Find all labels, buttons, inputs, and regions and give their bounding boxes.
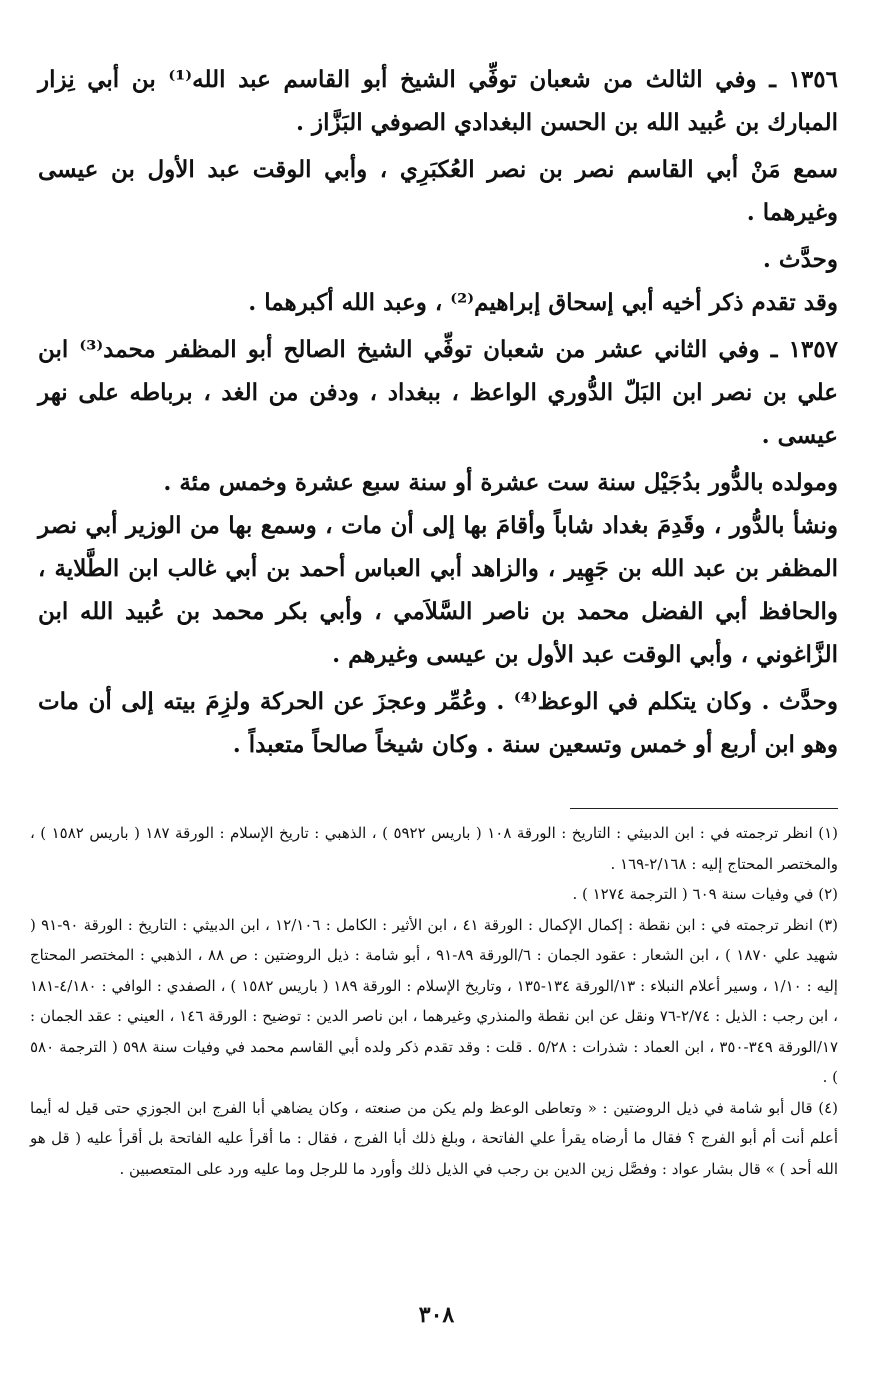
paragraph: وحدَّث . (762, 246, 838, 273)
footnote-2: (٢) في وفيات سنة ٦٠٩ ( الترجمة ١٢٧٤ ) . (572, 885, 838, 903)
paragraph: ومولده بالدُّور بدُجَيْل سنة ست عشرة أو سنة سبع عشرة وخمس مئة . (163, 469, 838, 496)
paragraph: سمع مَنْ أبي القاسم نصر بن نصر العُكبَرِي ، وأبي الوقت عبد الأول بن عيسى وغيرهما . (38, 156, 838, 226)
footnote-3: (٣) انظر ترجمته في : ابن نقطة : إكمال الإكمال : الورقة ٤١ ، ابن الأثير : الكامل : ١٢/١٠٦ ، ابن الدبيثي : التاريخ : الورقة ٩٠-٩١ ( شهيد علي ١٨٧٠ ) ، ابن الشعار : عقود الجمان : ٦/الورقة ٨٩-٩١ ، أبو شامة : ذيل الروضتين : ص ٨٨ ، الذهبي : المختصر المحتاج إليه : ١/١٠ ، وسير أعلام النبلاء : ١٣/الورقة ١٣٤-١٣٥ ، وتاريخ الإسلام : الورقة ١٨٩ ( باريس ١٥٨٢ ) ، الصفدي : الوافي : ٤/١٨٠-١٨١ ، ابن رجب : الذيل : ٢/٧٤-٧٦ ونقل عن ابن نقطة والمنذري وغيرهما ، ابن ناصر الدين : توضيح : الورقة ١٤٦ ، العيني : عقد الجمان : ١٧/الورقة ٣٤٩-٣٥٠ ، ابن العماد : شذرات : ٥/٢٨ . قلت : وقد تقدم ذكر ولده أبي القاسم محمد في وفيات سنة ٥٩٨ ( الترجمة ٥٨٠ ) . (30, 915, 839, 1086)
main-text (38, 58, 838, 766)
paragraph: وقد تقدم ذكر أخيه أبي إسحاق إبراهيم⁽²⁾ ، وعبد الله أكبرهما . (248, 289, 838, 316)
paragraph: ونشأ بالدُّور ، وقَدِمَ بغداد شاباً وأقامَ بها إلى أن مات ، وسمع بها من الوزير أبي نصر المظفر بن عبد الله بن جَهِير ، والزاهد أبي العباس أحمد بن أبي غالب ابن الطَّلاية ، والحافظ أبي الفضل محمد بن ناصر السَّلاَمي ، وأبي بكر محمد بن عُبيد الله ابن الزَّاغوني ، وأبي الوقت عبد الأول بن عيسى وغيرهم . (38, 512, 838, 668)
paragraph: وحدَّث . وكان يتكلم في الوعظ⁽⁴⁾ . وعُمِّر وعجزَ عن الحركة ولزِمَ بيته إلى أن مات وهو ابن أربع أو خمس وتسعين سنة . وكان شيخاً صالحاً متعبداً . (38, 688, 838, 758)
footnote-1: (١) انظر ترجمته في : ابن الدبيثي : التاريخ : الورقة ١٠٨ ( باريس ٥٩٢٢ ) ، الذهبي : تاريخ الإسلام : الورقة ١٨٧ ( باريس ١٥٨٢ ) ، والمختصر المحتاج إليه : ٢/١٦٨-١٦٩ . (30, 824, 838, 873)
footnote-4: (٤) قال أبو شامة في ذيل الروضتين : « وتعاطى الوعظ ولم يكن من صنعته ، وكان يضاهي أبا الفرج ابن الجوزي حتى قيل له أيما أعلم أنت أم أبو الفرج ؟ فقال ما أرضاه يقرأ علي الفاتحة ، وبلغ ذلك أبا الفرج ، فقال : ما أقرأ عليه الفاتحة بل أقرأ عليه ( قل هو الله أحد ) » قال بشار عواد : وفصَّل زين الدين بن رجب في الذيل ذلك وأورد ما للرجل وما عليه ورد على المتعصبين . (30, 1098, 838, 1178)
footnote-divider (570, 808, 838, 809)
paragraph-entry-1357: ١٣٥٧ ـ وفي الثاني عشر من شعبان توفِّي الشيخ الصالح أبو المظفر محمد⁽³⁾ ابن علي بن نصر ابن البَلّ الدُّوري الواعظ ، ببغداد ، ودفن من الغد ، برباطه على نهر عيسى . (38, 336, 838, 449)
page-number: ٣٠٨ (418, 1302, 455, 1328)
footnotes (30, 818, 838, 1184)
paragraph-entry-1356: ١٣٥٦ ـ وفي الثالث من شعبان توفِّي الشيخ أبو القاسم عبد الله⁽¹⁾ بن أبي نِزار المبارك بن عُبيد الله بن الحسن البغدادي الصوفي البَزَّاز . (38, 66, 838, 136)
